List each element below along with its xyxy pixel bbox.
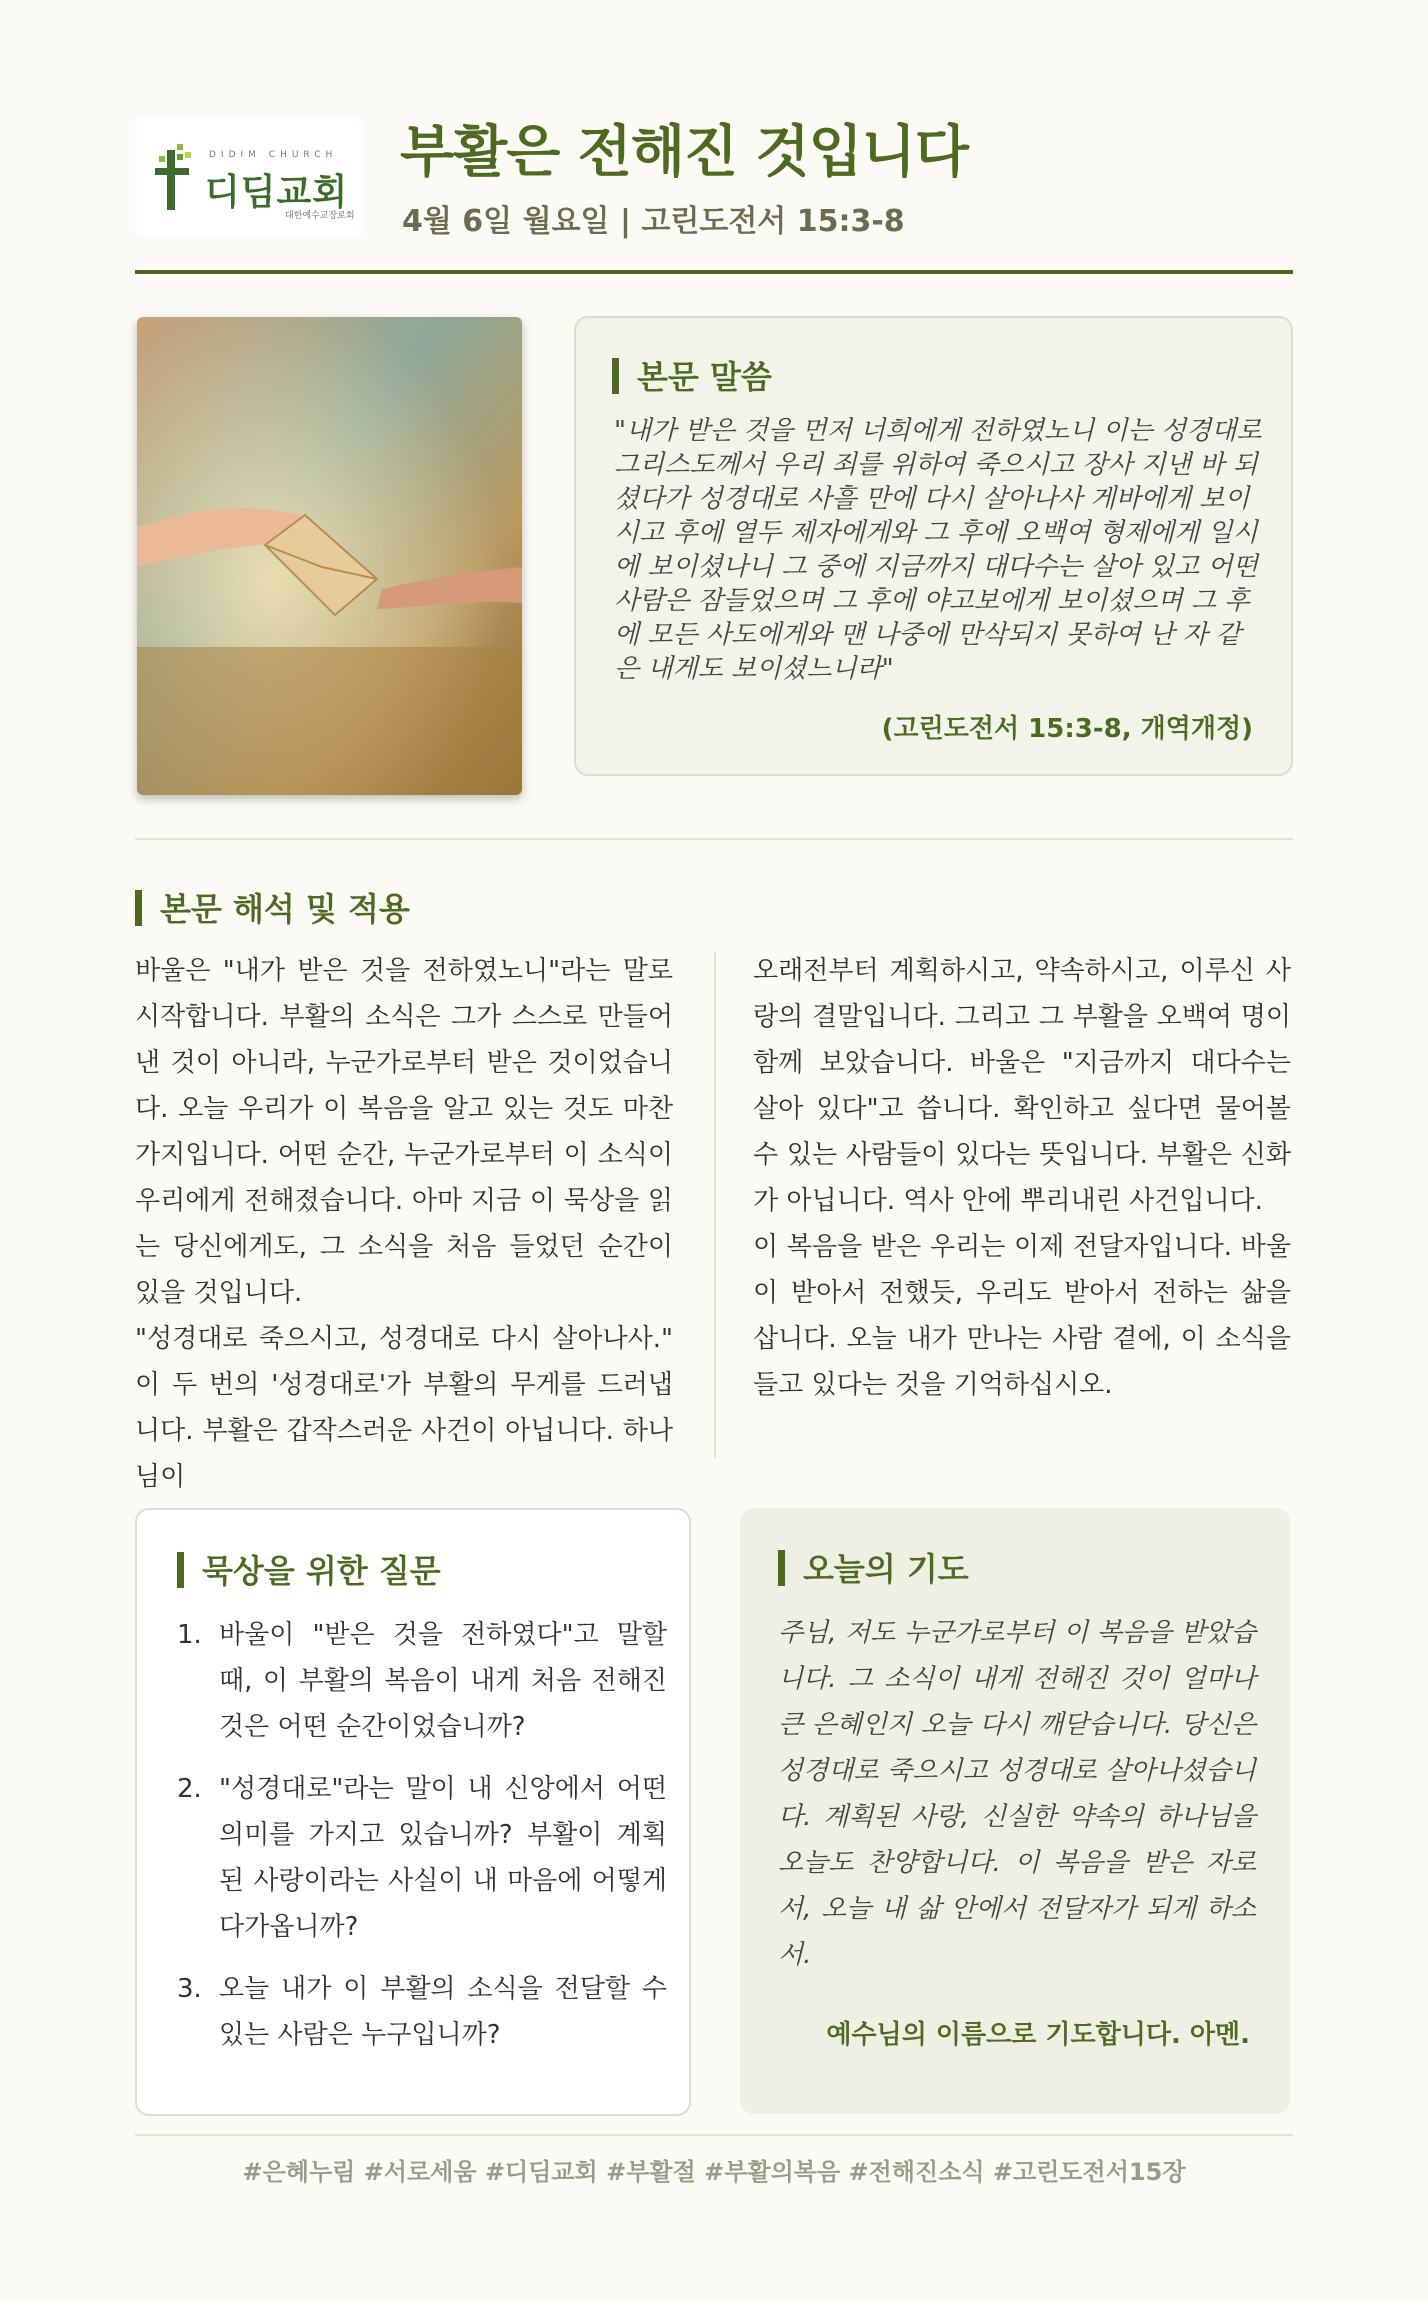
interpretation-paragraph: 이 복음을 받은 우리는 이제 전달자입니다. 바울이 받아서 전했듯, 우리도 받아서 전하는 삶을 삽니다. 오늘 내가 만나는 사람 곁에, 이 소식을 들고 있다는 것을 기억하십시오. <box>753 1232 1291 1400</box>
logo-english: DIDIM CHURCH <box>209 150 338 160</box>
prayer-heading-text: 오늘의 기도 <box>803 1550 969 1588</box>
hashtags: #은혜누림 #서로세움 #디딤교회 #부활절 #부활의복음 #전해진소식 #고린도전서15장 <box>242 2158 1186 2186</box>
scripture-text: "내가 받은 것을 먼저 너희에게 전하였노니 이는 성경대로 그리스도께서 우리 죄를 위하여 죽으시고 장사 지낸 바 되셨다가 성경대로 사흘 만에 다시 살아나사 게바에게 보이시고 후에 열두 제자에게와 그 후에 오백여 형제에게 일시에 보이셨나니 그 중에 지금까지 대다수는 살아 있고 어떤 사람은 잠들었으며 그 후에 야고보에게 보이셨으며 그 후에 모든 사도에게와 맨 나중에 만삭되지 못하여 난 자 같은 내게도 보이셨느니라" <box>614 416 1262 684</box>
interpretation-heading <box>135 884 410 930</box>
prayer-heading <box>778 1544 969 1590</box>
church-logo <box>135 118 363 236</box>
heading-accent-bar <box>612 358 619 394</box>
footer-divider <box>135 2134 1293 2136</box>
scripture-heading <box>612 352 772 398</box>
question-number: 2. <box>177 1774 202 1804</box>
question-item <box>177 1966 667 2058</box>
prayer-text: 주님, 저도 누군가로부터 이 복음을 받았습니다. 그 소식이 내게 전해진 것이 얼마나 큰 은혜인지 오늘 다시 깨닫습니다. 당신은 성경대로 죽으시고 성경대로 살아나셨습니다. 계획된 사랑, 신실한 약속의 하나님을 오늘도 찬양합니다. 이 복음을 받은 자로서, 오늘 내 삶 안에서 전달자가 되게 하소서. <box>778 1618 1256 1970</box>
section-divider <box>135 838 1293 840</box>
prayer-box <box>740 1508 1290 2114</box>
questions-box <box>135 1508 691 2116</box>
question-item <box>177 1612 667 1750</box>
prayer-closing: 예수님의 이름으로 기도합니다. 아멘. <box>826 2020 1250 2050</box>
questions-heading-text: 묵상을 위한 질문 <box>202 1552 441 1590</box>
question-text: 바울이 "받은 것을 전하였다"고 말할 때, 이 부활의 복음이 내게 처음 전해진 것은 어떤 순간이었습니까? <box>219 1620 667 1742</box>
scripture-heading-text: 본문 말씀 <box>637 358 772 396</box>
hands-letter-image <box>137 317 522 795</box>
interpretation-heading-text: 본문 해석 및 적용 <box>160 890 410 928</box>
column-divider <box>714 952 716 1458</box>
questions-heading <box>177 1546 441 1592</box>
cross-logo-icon <box>151 142 195 214</box>
heading-accent-bar <box>778 1550 785 1586</box>
scripture-reference: (고린도전서 15:3-8, 개역개정) <box>881 714 1253 744</box>
page-title: 부활은 전해진 것입니다 <box>400 120 968 185</box>
interpretation-paragraph: 오래전부터 계획하시고, 약속하시고, 이루신 사랑의 결말입니다. 그리고 그 부활을 오백여 명이 함께 보았습니다. 바울은 "지금까지 대다수는 살아 있다"고 씁니다. 확인하고 싶다면 물어볼 수 있는 사람들이 있다는 뜻입니다. 부활은 신화가 아닙니다. 역사 안에 뿌리내린 사건입니다. <box>753 956 1291 1216</box>
question-item <box>177 1766 667 1950</box>
question-number: 3. <box>177 1974 202 2004</box>
interpretation-left-column <box>135 948 673 1500</box>
scripture-box <box>574 316 1293 776</box>
page-subtitle: 4월 6일 월요일 | 고린도전서 15:3-8 <box>402 204 905 239</box>
interpretation-paragraph: 바울은 "내가 받은 것을 전하였노니"라는 말로 시작합니다. 부활의 소식은 그가 스스로 만들어낸 것이 아니라, 누군가로부터 받은 것이었습니다. 오늘 우리가 이 복음을 알고 있는 것도 마찬가지입니다. 어떤 순간, 누군가로부터 이 소식이 우리에게 전해졌습니다. 아마 지금 이 묵상을 읽는 당신에게도, 그 소식을 처음 들었던 순간이 있을 것입니다. <box>135 956 673 1308</box>
question-number: 1. <box>177 1620 202 1650</box>
question-text: "성경대로"라는 말이 내 신앙에서 어떤 의미를 가지고 있습니까? 부활이 계획된 사랑이라는 사실이 내 마음에 어떻게 다가옵니까? <box>219 1774 667 1942</box>
logo-denomination: 대한예수교장로회 <box>285 211 355 221</box>
question-text: 오늘 내가 이 부활의 소식을 전달할 수 있는 사람은 누구입니까? <box>219 1974 667 2050</box>
heading-accent-bar <box>177 1552 184 1588</box>
logo-korean: 디딤교회 <box>205 172 349 213</box>
interpretation-paragraph: "성경대로 죽으시고, 성경대로 다시 살아나사." 이 두 번의 '성경대로'가 부활의 무게를 드러냅니다. 부활은 갑작스러운 사건이 아닙니다. 하나님이 <box>135 1324 673 1492</box>
questions-list <box>177 1612 667 2074</box>
heading-accent-bar <box>135 890 142 926</box>
header-divider <box>135 270 1293 274</box>
interpretation-right-column <box>753 948 1291 1408</box>
